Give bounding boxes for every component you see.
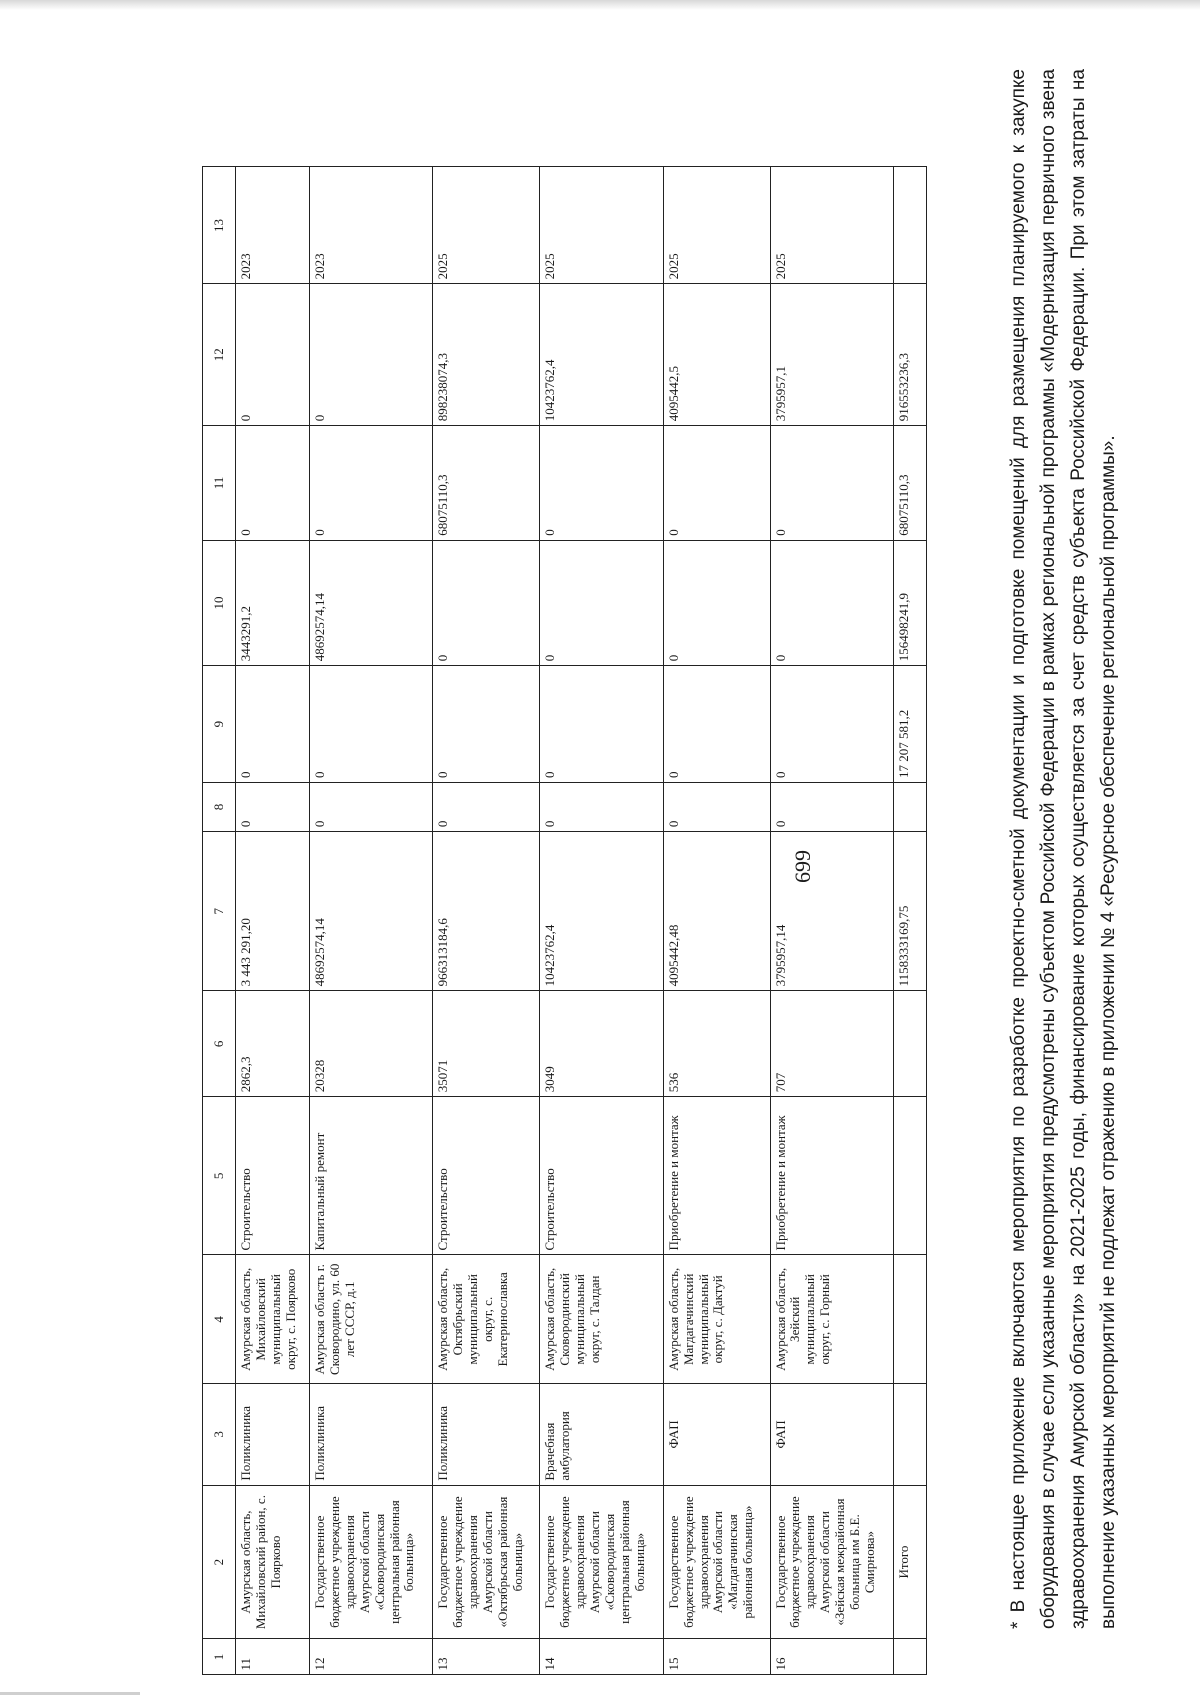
- value-cell: 0: [770, 666, 893, 783]
- column-number: 2: [203, 1485, 236, 1639]
- work-type-cell: Приобретение и монтаж: [663, 1097, 770, 1255]
- year-cell: 2025: [770, 167, 893, 284]
- column-number: 5: [203, 1097, 236, 1255]
- year-cell: 2025: [433, 167, 540, 284]
- table-row: [663, 167, 770, 1675]
- table-header-row: [203, 167, 236, 1675]
- address-cell: Амурская область, Сковородинский муниципальный округ, с. Талдан: [540, 1255, 663, 1384]
- column-number: 10: [203, 540, 236, 665]
- total-value: 156498241,9: [894, 540, 927, 665]
- value-cell: 10423762,4: [540, 832, 663, 991]
- row-number: 13: [433, 1639, 540, 1675]
- total-value: 68075110,3: [894, 426, 927, 541]
- address-cell: Амурская область, Михайловский муниципальный округ, с. Поярково: [236, 1255, 310, 1384]
- value-cell: 0: [663, 426, 770, 541]
- row-number: 15: [663, 1639, 770, 1675]
- value-cell: 0: [540, 783, 663, 832]
- column-number: 3: [203, 1384, 236, 1485]
- value-cell: 0: [663, 540, 770, 665]
- total-label: Итого: [894, 1485, 927, 1639]
- work-type-cell: Капитальный ремонт: [309, 1097, 432, 1255]
- organization-cell: Амурская область, Михайловский район, с. Поярково: [236, 1485, 310, 1639]
- value-cell: 3049: [540, 991, 663, 1097]
- column-number: 7: [203, 832, 236, 991]
- column-number: 12: [203, 284, 236, 426]
- value-cell: 3443291,2: [236, 540, 310, 665]
- table-row: [770, 167, 893, 1675]
- value-cell: 0: [309, 666, 432, 783]
- column-number: 8: [203, 783, 236, 832]
- column-number: 9: [203, 666, 236, 783]
- organization-cell: Государственное бюджетное учреждение здравоохранения Амурской области «Сковородинская центральная районная больница»: [309, 1485, 432, 1639]
- empty-cell: [894, 1639, 927, 1675]
- facility-type-cell: Поликлиника: [236, 1384, 310, 1485]
- value-cell: 0: [770, 540, 893, 665]
- value-cell: 536: [663, 991, 770, 1097]
- facility-type-cell: ФАП: [770, 1384, 893, 1485]
- table-row: [236, 167, 310, 1675]
- value-cell: 48692574,14: [309, 832, 432, 991]
- address-cell: Амурская область, Магдагачинский муниципальный округ, с. Дактуй: [663, 1255, 770, 1384]
- organization-cell: Государственное бюджетное учреждение здравоохранения Амурской области «Магдагачинская районная больница»: [663, 1485, 770, 1639]
- row-number: 11: [236, 1639, 310, 1675]
- empty-cell: [894, 1097, 927, 1255]
- total-value: 916553236,3: [894, 284, 927, 426]
- value-cell: 35071: [433, 991, 540, 1097]
- value-cell: 4095442,5: [663, 284, 770, 426]
- year-cell: 2023: [309, 167, 432, 284]
- value-cell: 20328: [309, 991, 432, 1097]
- work-type-cell: Приобретение и монтаж: [770, 1097, 893, 1255]
- column-number: 6: [203, 991, 236, 1097]
- year-cell: 2025: [540, 167, 663, 284]
- total-value: 1158333169,75: [894, 832, 927, 991]
- empty-cell: [894, 1255, 927, 1384]
- address-cell: Амурская область, Октябрьский муниципальный округ, с. Екатеринославка: [433, 1255, 540, 1384]
- total-value: 17 207 581,2: [894, 666, 927, 783]
- value-cell: 0: [309, 426, 432, 541]
- value-cell: 0: [236, 783, 310, 832]
- empty-cell: [894, 783, 927, 832]
- value-cell: 10423762,4: [540, 284, 663, 426]
- column-number: 13: [203, 167, 236, 284]
- table-row: [540, 167, 663, 1675]
- value-cell: 3 443 291,20: [236, 832, 310, 991]
- empty-cell: [894, 167, 927, 284]
- organization-cell: Государственное бюджетное учреждение здравоохранения Амурской области «Октябрьская районная больница»: [433, 1485, 540, 1639]
- value-cell: 0: [663, 783, 770, 832]
- table-row: [309, 167, 432, 1675]
- value-cell: 0: [309, 783, 432, 832]
- value-cell: 0: [663, 666, 770, 783]
- value-cell: 0: [433, 540, 540, 665]
- facility-type-cell: Врачебная амбулатория: [540, 1384, 663, 1485]
- work-type-cell: Строительство: [433, 1097, 540, 1255]
- year-cell: 2023: [236, 167, 310, 284]
- value-cell: 0: [433, 783, 540, 832]
- value-cell: 0: [433, 666, 540, 783]
- work-type-cell: Строительство: [540, 1097, 663, 1255]
- value-cell: 0: [540, 426, 663, 541]
- column-number: 4: [203, 1255, 236, 1384]
- empty-cell: [894, 1384, 927, 1485]
- facility-type-cell: Поликлиника: [433, 1384, 540, 1485]
- value-cell: 3795957,14: [770, 832, 893, 991]
- address-cell: Амурская область г. Сковородино, ул. 60 лет СССР, д.1: [309, 1255, 432, 1384]
- page-number: 699: [790, 850, 815, 883]
- value-cell: 0: [540, 666, 663, 783]
- total-row: [894, 167, 927, 1675]
- value-cell: 0: [236, 426, 310, 541]
- value-cell: 707: [770, 991, 893, 1097]
- organization-cell: Государственное бюджетное учреждение здравоохранения Амурской области «Зейская межрайонная больница им Б.Е. Смирнова»: [770, 1485, 893, 1639]
- value-cell: 0: [309, 284, 432, 426]
- value-cell: 0: [236, 666, 310, 783]
- column-number: 1: [203, 1639, 236, 1675]
- empty-cell: [894, 991, 927, 1097]
- footnote: * В настоящее приложение включаются мероприятия по разработке проектно-сметной документации и подготовке помещений для размещения планируемого к закупке оборудования в случае если указанные мероприятия предусмотрены субъектом Российской Федерации в рамках региональной программы «Модернизация первичного звена здравоохранения Амурской области» на 2021-2025 годы, финансирование которых осуществляется за счет средств субъекта Российской Федерации. При этом затраты на выполнение указанных мероприятий не подлежат отражению в приложении № 4 «Ресурсное обеспечение региональной программы».: [1008, 69, 1119, 1629]
- value-cell: 898238074,3: [433, 284, 540, 426]
- value-cell: 0: [540, 540, 663, 665]
- year-cell: 2025: [663, 167, 770, 284]
- measures-table: [202, 167, 927, 1676]
- table-row: [433, 167, 540, 1675]
- address-cell: Амурская область, Зейский муниципальный округ, с. Горный: [770, 1255, 893, 1384]
- value-cell: 966313184,6: [433, 832, 540, 991]
- value-cell: 48692574,14: [309, 540, 432, 665]
- column-number: 11: [203, 426, 236, 541]
- value-cell: 68075110,3: [433, 426, 540, 541]
- facility-type-cell: ФАП: [663, 1384, 770, 1485]
- value-cell: 3795957,1: [770, 284, 893, 426]
- value-cell: 0: [770, 426, 893, 541]
- work-type-cell: Строительство: [236, 1097, 310, 1255]
- row-number: 12: [309, 1639, 432, 1675]
- value-cell: 0: [770, 783, 893, 832]
- value-cell: 2862,3: [236, 991, 310, 1097]
- value-cell: 0: [236, 284, 310, 426]
- organization-cell: Государственное бюджетное учреждение здравоохранения Амурской области «Сковородинская центральная районная больница»: [540, 1485, 663, 1639]
- facility-type-cell: Поликлиника: [309, 1384, 432, 1485]
- value-cell: 4095442,48: [663, 832, 770, 991]
- row-number: 16: [770, 1639, 893, 1675]
- row-number: 14: [540, 1639, 663, 1675]
